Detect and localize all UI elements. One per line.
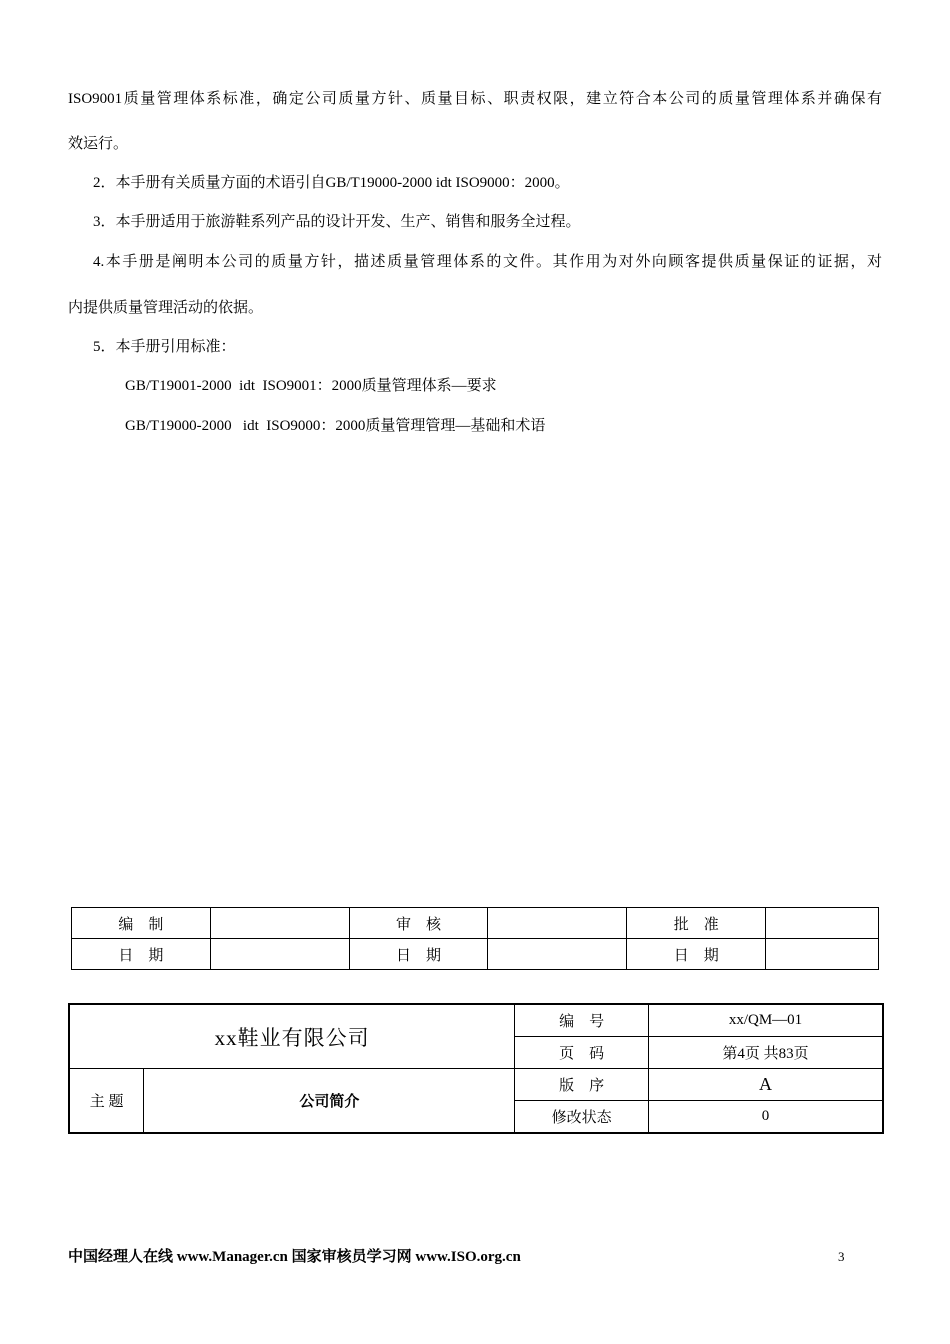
signoff-row-names (72, 908, 879, 939)
subject-label: 主 题 (69, 1069, 144, 1134)
revision-value: 0 (649, 1101, 883, 1134)
page-number: 3 (838, 1249, 845, 1264)
compile-label: 编 制 (72, 908, 211, 939)
footer-text: 中国经理人在线 www.Manager.cn 国家审核员学习网 www.ISO.org.cn (68, 1249, 521, 1265)
document-header-table (68, 1003, 884, 1134)
company-name: xx鞋业有限公司 (69, 1004, 515, 1069)
code-value: xx/QM—01 (649, 1004, 883, 1037)
approve-label: 批 准 (627, 908, 766, 939)
approve-date-label: 日 期 (627, 939, 766, 970)
paragraph-3: 3．本手册适用于旅游鞋系列产品的设计开发、生产、销售和服务全过程。 (93, 214, 581, 230)
signoff-table (71, 907, 879, 970)
paragraph-2: 2．本手册有关质量方面的术语引自GB/T19000-2000 idt ISO9000：2000。 (93, 175, 570, 191)
standard-2: GB/T19000-2000 idt ISO9000：2000质量管理管理—基础和术语 (125, 418, 546, 434)
paragraph-4-line-1: 4.本手册是阐明本公司的质量方针，描述质量管理体系的文件。其作用为对外向顾客提供质量保证的证据，对 (93, 254, 882, 270)
review-label: 审 核 (349, 908, 488, 939)
paragraph-1-line-1: ISO9001质量管理体系标准，确定公司质量方针、质量目标、职责权限，建立符合本公司的质量管理体系并确保有 (68, 91, 882, 107)
review-value-cell (488, 908, 627, 939)
paragraph-5: 5．本手册引用标准： (93, 339, 236, 355)
header-row-3 (69, 1069, 883, 1101)
page-value: 第4页 共83页 (649, 1037, 883, 1069)
review-date-cell (488, 939, 627, 970)
subject-value: 公司简介 (144, 1069, 515, 1134)
compile-date-label: 日 期 (72, 939, 211, 970)
header-row-1 (69, 1004, 883, 1037)
paragraph-4-line-2: 内提供质量管理活动的依据。 (68, 300, 264, 316)
version-value: A (649, 1069, 883, 1101)
compile-value-cell (210, 908, 349, 939)
paragraph-1-line-2: 效运行。 (68, 136, 129, 152)
code-label: 编 号 (515, 1004, 649, 1037)
review-date-label: 日 期 (349, 939, 488, 970)
compile-date-cell (210, 939, 349, 970)
approve-date-cell (766, 939, 879, 970)
approve-value-cell (766, 908, 879, 939)
standard-1: GB/T19001-2000 idt ISO9001：2000质量管理体系—要求 (125, 378, 497, 394)
version-label: 版 序 (515, 1069, 649, 1101)
signoff-row-dates (72, 939, 879, 970)
revision-label: 修改状态 (515, 1101, 649, 1134)
page-label: 页 码 (515, 1037, 649, 1069)
